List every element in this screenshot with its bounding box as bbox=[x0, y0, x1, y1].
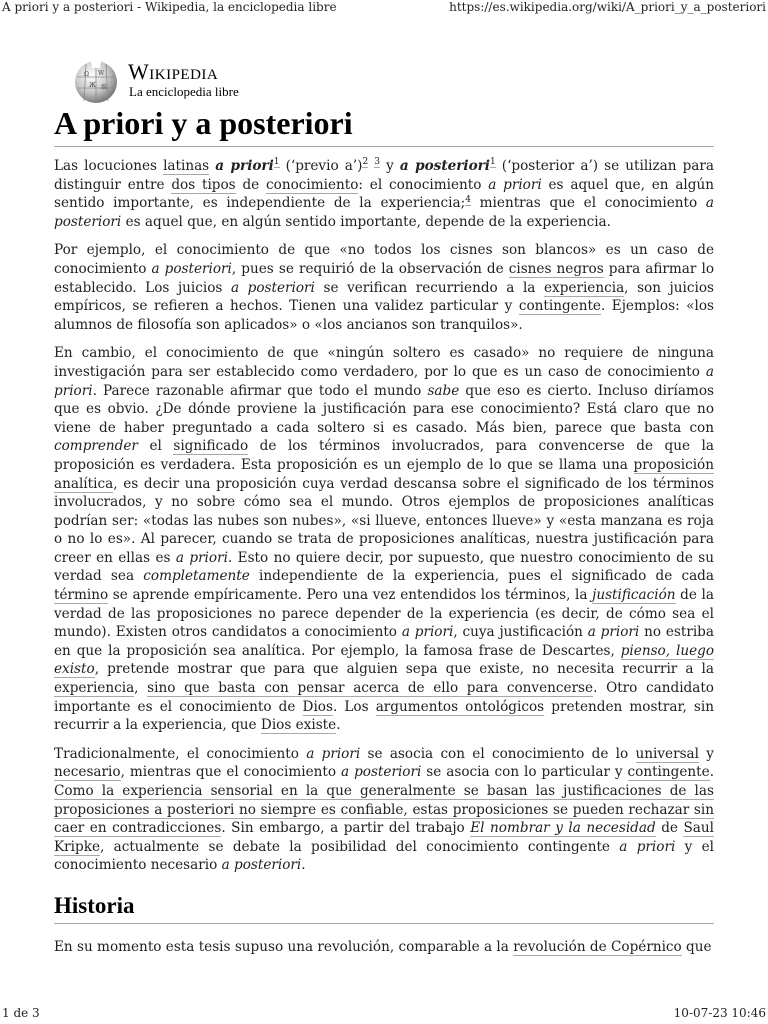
reference-1b[interactable]: 1 bbox=[489, 157, 496, 168]
italic-text: a priori bbox=[401, 624, 454, 641]
reference-4[interactable]: 4 bbox=[465, 194, 471, 205]
text: , cuya justificación bbox=[453, 624, 588, 641]
text: , bbox=[134, 680, 148, 697]
text: . Ejemplos: «los alumnos de filosofía son aplicados» o «los ancianos son tranquilos». bbox=[54, 298, 714, 333]
text: de bbox=[235, 176, 267, 193]
text: : el conocimiento bbox=[358, 176, 489, 193]
text: de bbox=[655, 820, 684, 837]
link-experiencia[interactable]: experiencia bbox=[544, 279, 625, 296]
text: , actualmente se debate la posibilidad del conocimiento contingente bbox=[100, 838, 620, 855]
text: y el conocimiento necesario bbox=[54, 838, 714, 874]
text: . bbox=[336, 717, 341, 734]
italic-text: sabe bbox=[427, 382, 460, 399]
article-content bbox=[54, 157, 714, 967]
link-latinas[interactable]: latinas bbox=[163, 158, 210, 174]
wikipedia-tagline: La enciclopedia libre bbox=[129, 84, 239, 99]
text: . Los bbox=[332, 698, 376, 715]
text: En su momento esta tesis supuso una revolución, comparable a la bbox=[54, 938, 514, 955]
link-contingente-2[interactable]: contingente bbox=[627, 764, 710, 781]
text: , mientras que el conocimiento bbox=[120, 764, 342, 781]
text: pretenden mostrar, sin recurrir a la experiencia, que bbox=[54, 698, 714, 734]
text: no estriba en que la proposición sea analítica. Por ejemplo, la famosa frase de Descartes, bbox=[54, 624, 714, 659]
print-page-title: A priori y a posteriori - Wikipedia, la enciclopedia libre bbox=[2, 0, 337, 14]
text: que bbox=[681, 938, 712, 955]
link-proposicion-analitica[interactable]: proposición analítica bbox=[54, 456, 714, 492]
text: se asocia con el conocimiento de lo bbox=[360, 745, 636, 762]
italic-text: a priori bbox=[54, 363, 714, 399]
text: se verifican recurriendo a la bbox=[314, 279, 544, 296]
text: . bbox=[709, 764, 715, 781]
text: Por ejemplo, el conocimiento de que «no todos los cisnes son blancos» es un caso de conocimiento bbox=[54, 242, 714, 277]
text: el bbox=[137, 438, 174, 455]
text: de los términos involucrados, para convencerse de que la proposición es verdadera. Esta proposición es un ejemplo de lo que se llama una bbox=[54, 438, 714, 473]
italic-text: a posteriori bbox=[151, 260, 232, 277]
svg-text:Ж: Ж bbox=[89, 82, 96, 89]
link-sino-que-basta[interactable]: sino que basta con pensar acerca de ello para convencerse bbox=[147, 680, 594, 697]
italic-text: a priori bbox=[306, 745, 361, 762]
link-el-nombrar-y-la-necesidad[interactable] bbox=[470, 820, 655, 837]
term-a-posteriori: a posteriori bbox=[399, 158, 490, 174]
italic-text: a priori bbox=[488, 176, 542, 193]
wikipedia-logo[interactable] bbox=[72, 57, 272, 107]
link-significado[interactable]: significado bbox=[173, 438, 249, 455]
svg-text:W: W bbox=[98, 70, 105, 77]
text: se asocia con lo particular y bbox=[421, 764, 628, 781]
text: de la verdad de las proposiciones no parece depender de la experiencia (es decir, de cómo sea el mundo). Existen otros candidatos a conocimiento bbox=[54, 587, 714, 641]
italic-link-text: pienso, luego existo bbox=[54, 642, 715, 678]
reference-2[interactable]: 2 bbox=[362, 157, 369, 168]
text: se aprende empíricamente. Pero una vez entendidos los términos, la bbox=[108, 587, 593, 604]
print-datetime: 10-07-23 10:46 bbox=[673, 1006, 766, 1020]
term-a-priori: a priori bbox=[215, 158, 274, 174]
paragraph-5 bbox=[54, 938, 714, 957]
print-page-url[interactable]: https://es.wikipedia.org/wiki/A_priori_y_a_posteriori bbox=[449, 0, 766, 14]
text: Tradicionalmente, el conocimiento bbox=[54, 745, 307, 762]
print-footer bbox=[0, 1004, 768, 1020]
link-experiencia-sensorial[interactable]: Como la experiencia sensorial en la que generalmente se basan las justificaciones de las proposiciones a posteriori no siempre es confiable, estas proposiciones se pueden rechazar sin caer en contradicciones bbox=[54, 783, 714, 837]
text: . Sin embargo, a partir del trabajo bbox=[221, 820, 471, 837]
text: (‘posterior a’) se utilizan para distinguir entre bbox=[54, 158, 715, 193]
wikipedia-globe-icon bbox=[72, 57, 120, 105]
text: . Parece razonable afirmar que todo el mundo bbox=[92, 382, 428, 399]
link-cisnes-negros[interactable]: cisnes negros bbox=[508, 260, 604, 277]
text: . bbox=[301, 857, 306, 874]
italic-text: a posteriori bbox=[54, 195, 714, 230]
italic-text: a posteriori bbox=[230, 279, 315, 296]
paragraph-4 bbox=[54, 745, 714, 875]
link-experiencia-2[interactable]: experiencia bbox=[54, 680, 135, 697]
italic-text: a posteriori bbox=[341, 764, 422, 781]
italic-text: a posteriori bbox=[221, 857, 302, 874]
text: En cambio, el conocimiento de que «ningún soltero es casado» no requiere de ninguna investigación para ser establecido como verdadero, por lo que es un caso de conocimiento bbox=[54, 345, 714, 380]
wikipedia-wordmark: Wikipedia bbox=[128, 59, 219, 84]
paragraph-1 bbox=[54, 157, 714, 231]
link-necesario[interactable]: necesario bbox=[54, 764, 121, 781]
link-universal[interactable]: universal bbox=[635, 745, 700, 762]
link-contingente[interactable]: contingente bbox=[518, 298, 601, 315]
italic-link-text: El nombrar y la necesidad bbox=[470, 820, 656, 837]
italic-text: a priori bbox=[619, 838, 676, 855]
text: es aquel que, en algún sentido importante, depende de la experiencia. bbox=[121, 213, 611, 230]
text: (‘previo a’) bbox=[279, 158, 363, 174]
text: , son juicios empíricos, se refieren a hechos. Tienen una validez particular y bbox=[54, 279, 714, 315]
svg-text:維: 維 bbox=[101, 84, 108, 91]
link-dios[interactable]: Dios bbox=[302, 698, 333, 715]
italic-text: comprender bbox=[54, 438, 138, 455]
svg-text:Ω: Ω bbox=[84, 71, 89, 78]
text: mientras que el conocimiento bbox=[470, 195, 706, 212]
link-justificacion[interactable] bbox=[592, 587, 675, 604]
paragraph-2 bbox=[54, 241, 714, 334]
italic-link-text: justificación bbox=[592, 587, 676, 604]
link-conocimiento[interactable]: conocimiento bbox=[266, 176, 359, 193]
print-page-number: 1 de 3 bbox=[2, 1006, 40, 1020]
link-argumentos-ontologicos[interactable]: argumentos ontológicos bbox=[375, 698, 545, 715]
link-saul-kripke[interactable]: Saul Kripke bbox=[54, 820, 714, 855]
text: independiente de la experiencia, pues el significado de cada bbox=[249, 568, 714, 585]
print-header bbox=[0, 0, 768, 18]
reference-3[interactable]: 3 bbox=[374, 157, 380, 168]
text: Las locuciones bbox=[54, 158, 164, 174]
text: y bbox=[699, 745, 714, 762]
reference-1[interactable]: 1 bbox=[273, 157, 280, 168]
text: , es decir una proposición cuya verdad descansa sobre el significado de los términos involucrados, y no sobre cómo sea el mundo. Otros ejemplos de proposiciones analíticas podrían ser: «todas las nubes son nubes», «si llueve, entonces llueve» y «esta manzana es roja o no lo es». Al parecer, cuando se trata de proposiciones analíticas, nuestra justificación para creer en ellas es bbox=[54, 475, 714, 566]
italic-text: completamente bbox=[143, 568, 250, 585]
page-title: A priori y a posteriori bbox=[54, 103, 714, 147]
text: . Otro candidato importante es el conocimiento de bbox=[54, 680, 714, 715]
section-heading-historia: Historia bbox=[54, 893, 714, 924]
text: es aquel que, en algún sentido importante, es independiente de la experiencia; bbox=[54, 176, 714, 212]
paragraph-3 bbox=[54, 344, 714, 734]
link-dios-existe[interactable]: Dios existe bbox=[260, 717, 337, 734]
text: para afirmar lo establecido. Los juicios bbox=[54, 260, 715, 296]
link-dos-tipos[interactable]: dos tipos bbox=[171, 176, 236, 193]
link-revolucion-copernico[interactable]: revolución de Copérnico bbox=[513, 938, 682, 955]
text: y bbox=[380, 158, 400, 174]
text: . Esto no quiere decir, por supuesto, que nuestro conocimiento de su verdad sea bbox=[54, 549, 714, 585]
italic-text: a priori bbox=[175, 549, 228, 566]
italic-text: a priori bbox=[587, 624, 640, 641]
link-termino[interactable]: término bbox=[54, 587, 109, 604]
text: , pues se requirió de la observación de bbox=[231, 260, 509, 277]
text: , pretende mostrar que para que alguien sepa que existe, no necesita recurrir a la bbox=[94, 661, 714, 678]
text: que eso es cierto. Incluso diríamos que es obvio. ¿De dónde proviene la justificación para ese conocimiento? Está claro que no viene de haber preguntado a cada soltero si es casado. Más bien, parece que basta con bbox=[54, 382, 714, 436]
